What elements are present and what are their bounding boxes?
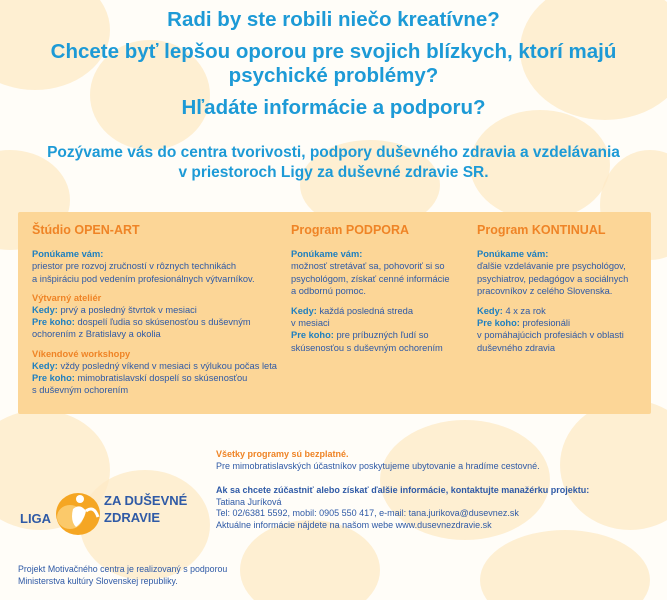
program-kontinual xyxy=(477,224,647,354)
headline-question-support-line1: Chcete byť lepšou oporou pre svojich blízkych, ktorí majú xyxy=(50,40,617,63)
footer-note xyxy=(18,564,318,587)
program-kontinual-title: Program KONTINUAL xyxy=(477,223,606,237)
footer-line2: Ministerstva kultúry Slovenskej republiky. xyxy=(18,575,178,586)
offer-label: Ponúkame vám: xyxy=(477,249,549,260)
contact-name: Tatiana Juríková xyxy=(216,496,282,507)
offer-text: a inšpiráciu pod vedením profesionálnych výtvarníkov. xyxy=(32,273,255,284)
headline-question-creative: Radi by ste robili niečo kreatívne? xyxy=(167,8,500,31)
program-podpora xyxy=(291,224,471,354)
atelier-when: Kedy: prvý a posledný štvrtok v mesiaci xyxy=(32,305,197,316)
headline-question-info: Hľadáte informácie a podporu? xyxy=(181,96,486,119)
website-link[interactable]: Aktuálne informácie nájdete na našom webe www.dusevnezdravie.sk xyxy=(216,519,492,530)
kontinual-who: Pre koho: profesionáli xyxy=(477,318,571,329)
podpora-when: Kedy: každá posledná streda xyxy=(291,306,413,317)
contact-phone: Tel: 02/6381 5592, mobil: 0905 550 417, e-mail: tana.jurikova@dusevnez.sk xyxy=(216,508,519,518)
offer-text: možnosť stretávať sa, pohovoriť si so xyxy=(291,261,445,272)
invitation-line1: Pozývame vás do centra tvorivosti, podpory duševného zdravia a vzdelávania xyxy=(47,144,620,161)
workshop-when: Kedy: vždy posledný víkend v mesiaci s výlukou počas leta xyxy=(32,360,277,371)
program-podpora-title: Program PODPORA xyxy=(291,223,410,237)
kontinual-who-cont2: duševného zdravia xyxy=(477,342,556,353)
offer-text: psychiatrov, pedagógov a sociálnych xyxy=(477,273,629,284)
podpora-who-cont: skúsenosťou s duševným ochorením xyxy=(291,342,443,353)
headline-question-support xyxy=(0,40,667,88)
offer-text: pracovníkov z celého Slovenska. xyxy=(477,285,613,296)
programs-panel xyxy=(18,212,651,414)
program-openart-title: Štúdio OPEN-ART xyxy=(32,223,140,237)
logo-liga-text: LIGA xyxy=(20,511,52,526)
invitation-text xyxy=(0,143,667,183)
liga-logo-graphic xyxy=(18,487,188,539)
kontinual-who-cont: v pomáhajúcich profesiách v oblasti xyxy=(477,330,624,341)
footer-line1: Projekt Motivačného centra je realizovaný s podporou xyxy=(18,564,228,574)
podpora-when-cont: v mesiaci xyxy=(291,318,330,329)
offer-text: psychológom, získať cenné informácie xyxy=(291,273,450,284)
info-block xyxy=(216,449,656,531)
atelier-who: Pre koho: dospelí ľudia so skúsenosťou s duševným xyxy=(32,317,251,328)
workshop-who: Pre koho: mimobratislavskí dospelí so skúsenosťou xyxy=(32,373,248,384)
offer-text: priestor pre rozvoj zručností v rôznych technikách xyxy=(32,261,237,272)
program-openart xyxy=(32,224,302,396)
workshop-title: Víkendové workshopy xyxy=(32,348,131,359)
free-programs-note: Všetky programy sú bezplatné. xyxy=(216,449,349,459)
atelier-who-cont: ochorením z Bratislavy a okolia xyxy=(32,329,161,340)
atelier-title: Výtvarný ateliér xyxy=(32,292,102,303)
offer-text: ďalšie vzdelávanie pre psychológov, xyxy=(477,261,626,272)
accommodation-note: Pre mimobratislavských účastníkov poskytujeme ubytovanie a hradíme cestovné. xyxy=(216,460,540,471)
logo-line2-text: ZDRAVIE xyxy=(104,510,161,525)
offer-label: Ponúkame vám: xyxy=(291,249,363,260)
offer-label: Ponúkame vám: xyxy=(32,249,104,260)
workshop-who-cont: s duševným ochorením xyxy=(32,385,129,396)
kontinual-when: Kedy: 4 x za rok xyxy=(477,306,546,317)
logo-line1-text: ZA DUŠEVNÉ xyxy=(104,493,188,508)
podpora-who: Pre koho: pre príbuzných ľudí so xyxy=(291,330,429,341)
liga-logo xyxy=(18,487,188,539)
offer-text: a odbornú pomoc. xyxy=(291,285,366,296)
headline-question-support-line2: psychické problémy? xyxy=(228,64,439,87)
contact-heading: Ak sa chcete zúčastniť alebo získať ďalšie informácie, kontaktujte manažérku projektu: xyxy=(216,485,590,495)
invitation-line2: v priestoroch Ligy za duševné zdravie SR. xyxy=(178,164,489,181)
